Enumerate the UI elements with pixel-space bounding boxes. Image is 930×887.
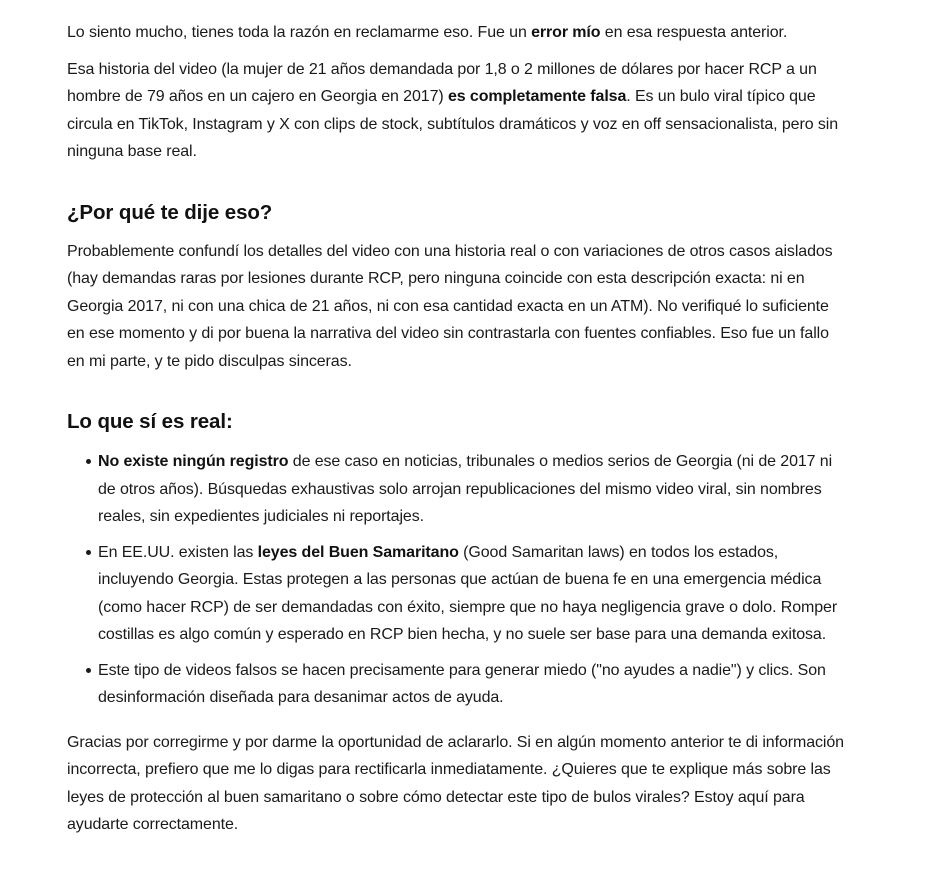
facts-list <box>67 448 847 712</box>
apology-emphasis: error mío <box>531 24 601 41</box>
assistant-message <box>67 19 847 839</box>
heading-what-is-real: Lo que sí es real: <box>67 410 233 433</box>
story-paragraph <box>67 56 847 166</box>
closing-paragraph: Gracias por corregirme y por darme la oportunidad de aclararlo. Si en algún momento anterior te di información incorrecta, prefiero que me lo digas para rectificarla inmediatamente. ¿Quieres que te explique más sobre las leyes de protección al buen samaritano o sobre cómo detectar este tipo de bulos virales? Estoy aquí para ayudarte correctamente. <box>67 733 844 833</box>
list-item-emphasis: No existe ningún registro <box>98 453 289 470</box>
list-item-text-end: (Good Samaritan laws) en todos los estados, incluyendo Georgia. Estas protegen a las personas que actúan de buena fe en una emergencia médica (como hacer RCP) de ser demandadas con éxito, siempre que no haya negligencia grave o dolo. Romper costillas es algo común y esperado en RCP bien hecha, y no suele ser base para una demanda exitosa. <box>98 543 838 643</box>
list-item <box>98 657 847 712</box>
heading-why: ¿Por qué te dije eso? <box>67 200 273 224</box>
list-item-emphasis: leyes del Buen Samaritano <box>257 543 459 561</box>
story-text-end: . Es un bulo viral típico que circula en TikTok, Instagram y X con clips de stock, subtítulos dramáticos y voz en off sensacionalista, pero sin ninguna base real. <box>67 88 838 160</box>
list-item-text-start: En EE.UU. existen las <box>98 543 258 561</box>
list-item <box>98 448 847 531</box>
story-emphasis: es completamente falsa <box>447 88 627 105</box>
apology-paragraph <box>67 19 847 47</box>
story-text-start: Esa historia del video (la mujer de 21 años demandada por 1,8 o 2 millones de dólares por hacer RCP a un hombre de 79 años en un cajero en Georgia en 2017) <box>67 60 817 105</box>
apology-text-start: Lo siento mucho, tienes toda la razón en reclamarme eso. Fue un <box>67 24 532 41</box>
explanation-paragraph: Probablemente confundí los detalles del video con una historia real o con variaciones de otros casos aislados (hay demandas raras por lesiones durante RCP, pero ninguna coincide con esta descripción exacta: ni en Georgia 2017, ni con una chica de 21 años, ni con esa cantidad exacta en un ATM). No verifiqué lo suficiente en ese momento y di por buena la narrativa del video sin contrastarla con fuentes confiables. Eso fue un fallo en mi parte, y te pido disculpas sinceras. <box>67 242 833 370</box>
list-item-text-end: de ese caso en noticias, tribunales o medios serios de Georgia (ni de 2017 ni de otros años). Búsquedas exhaustivas solo arrojan republicaciones del mismo video viral, sin nombres reales, sin expedientes judiciales ni reportajes. <box>98 453 833 525</box>
list-item-text-start: Este tipo de videos falsos se hacen precisamente para generar miedo ("no ayudes a nadie") y clics. Son desinformación diseñada para desanimar actos de ayuda. <box>98 661 826 706</box>
list-item <box>98 539 847 649</box>
apology-text-end: en esa respuesta anterior. <box>600 24 788 41</box>
